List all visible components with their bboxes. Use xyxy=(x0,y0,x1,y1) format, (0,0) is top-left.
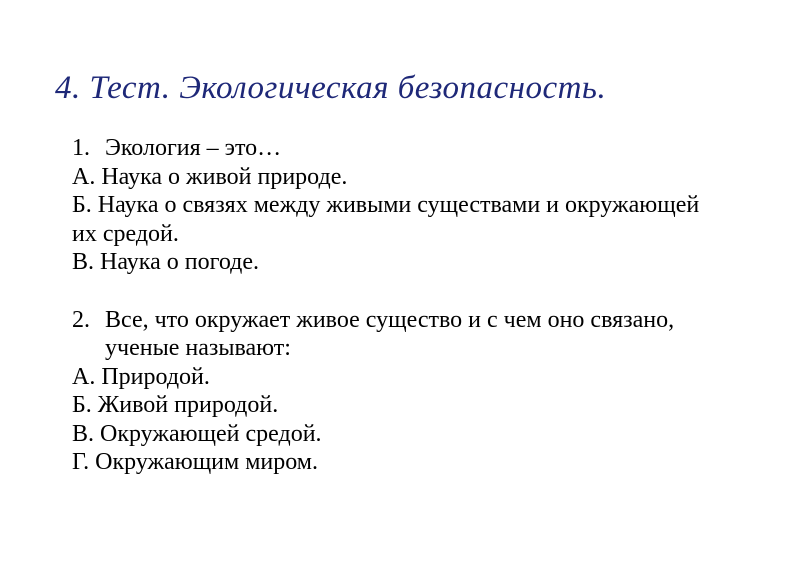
question-1-option-b-line-2: их средой. xyxy=(72,220,179,247)
question-2-option-b: Б. Живой природой. xyxy=(72,392,279,418)
question-1-line xyxy=(72,134,772,163)
question-2-text-line-1: Все, что окружает живое существо и с чем оно связано, xyxy=(105,306,675,333)
question-2-number: 2. xyxy=(72,306,90,333)
question-1-block xyxy=(72,134,772,277)
question-1-option-v: В. Наука о погоде. xyxy=(72,249,259,275)
slide-title: 4. Тест. Экологическая безопасность. xyxy=(55,70,607,106)
question-2-block xyxy=(72,306,772,477)
quiz-content xyxy=(72,134,772,477)
question-1-option-a: А. Наука о живой природе. xyxy=(72,163,348,190)
question-1-text: Экология – это… xyxy=(105,135,282,161)
question-2-option-a: А. Природой. xyxy=(72,363,210,390)
question-2-option-g: Г. Окружающим миром. xyxy=(72,449,318,475)
question-2-text-line-2: ученые называют: xyxy=(105,335,291,361)
question-spacer xyxy=(72,277,772,306)
question-1-option-b-line-1: Б. Наука о связях между живыми существами и окружающей xyxy=(72,192,700,218)
question-1-number: 1. xyxy=(72,135,90,161)
question-2-line-1 xyxy=(72,306,772,335)
question-2-option-v: В. Окружающей средой. xyxy=(72,420,322,447)
